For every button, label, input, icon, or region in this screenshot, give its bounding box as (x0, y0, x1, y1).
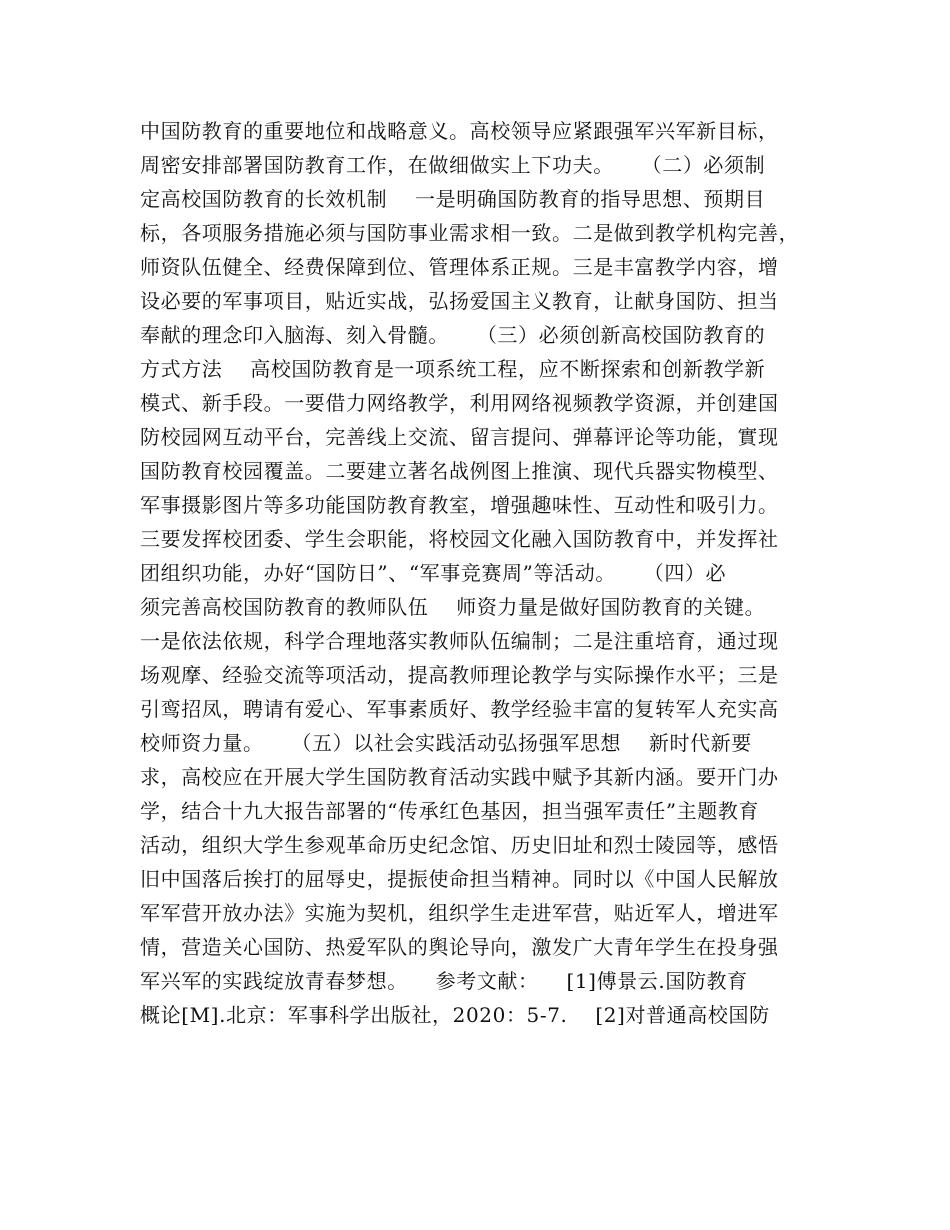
text-line: 方式方法 高校国防教育是一项系统工程，应不断探索和创新教学新 (140, 357, 766, 381)
text-line: 设必要的军事项目，贴近实战，弘扬爱国主义教育，让献身国防、担当 (140, 289, 779, 313)
text-line: 情，营造关心国防、热爱军队的舆论导向，激发广大青年学生在投身强 (140, 935, 779, 959)
text-line: 军军营开放办法》实施为契机，组织学生走进军营，贴近军人，增进军 (140, 901, 779, 925)
text-line: 军兴军的实践绽放青春梦想。 参考文献： [1]傅景云.国防教育 (140, 969, 748, 993)
text-line: 模式、新手段。一要借力网络教学，利用网络视频教学资源，并创建国 (140, 391, 779, 415)
text-line: 一是依法依规，科学合理地落实教师队伍编制；二是注重培育，通过现 (140, 629, 779, 653)
text-line: 团组织功能，办好“国防日”、“军事竞赛周”等活动。 （四）必 (140, 561, 727, 585)
text-line: 校师资力量。 （五）以社会实践活动弘扬强军思想 新时代新要 (140, 731, 752, 755)
text-line: 引鸾招凤，聘请有爱心、军事素质好、教学经验丰富的复转军人充实高 (140, 697, 779, 721)
text-line: 军事摄影图片等多功能国防教育教室，增强趣味性、互动性和吸引力。 (140, 493, 779, 517)
text-line: 旧中国落后挨打的屈辱史，提振使命担当精神。同时以《中国人民解放 (140, 867, 779, 891)
text-line: 标，各项服务措施必须与国防事业需求相一致。二是做到教学机构完善， (140, 221, 800, 245)
text-line: 学，结合十九大报告部署的“传承红色基因，担当强军责任”主题教育 (140, 799, 760, 823)
text-line: 求，高校应在开展大学生国防教育活动实践中赋予其新内涵。要开门办 (140, 765, 779, 789)
text-line: 中国防教育的重要地位和战略意义。高校领导应紧跟强军兴军新目标， (140, 119, 779, 143)
text-line: 场观摩、经验交流等项活动，提高教师理论教学与实际操作水平；三是 (140, 663, 779, 687)
text-line: 师资队伍健全、经费保障到位、管理体系正规。三是丰富教学内容，增 (140, 255, 779, 279)
text-line: 国防教育校园覆盖。二要建立著名战例图上推演、现代兵器实物模型、 (140, 459, 779, 483)
text-line: 三要发挥校团委、学生会职能，将校园文化融入国防教育中，并发挥社 (140, 527, 779, 551)
text-line: 奉献的理念印入脑海、刻入骨髓。 （三）必须创新高校国防教育的 (140, 323, 766, 347)
text-line: 防校园网互动平台，完善线上交流、留言提问、弹幕评论等功能，實现 (140, 425, 779, 449)
text-line: 须完善高校国防教育的教师队伍 师资力量是做好国防教育的关键。 (140, 595, 766, 619)
text-line: 周密安排部署国防教育工作，在做细做实上下功夫。 （二）必须制 (140, 153, 766, 177)
text-line: 定高校国防教育的长效机制 一是明确国防教育的指导思想、预期目 (140, 187, 766, 211)
body-text (140, 114, 830, 1032)
text-line: 概论[M].北京：军事科学出版社，2020：5-7. [2]对普通高校国防 (140, 1003, 770, 1027)
text-line: 活动，组织大学生参观革命历史纪念馆、历史旧址和烈士陵园等，感悟 (140, 833, 779, 857)
